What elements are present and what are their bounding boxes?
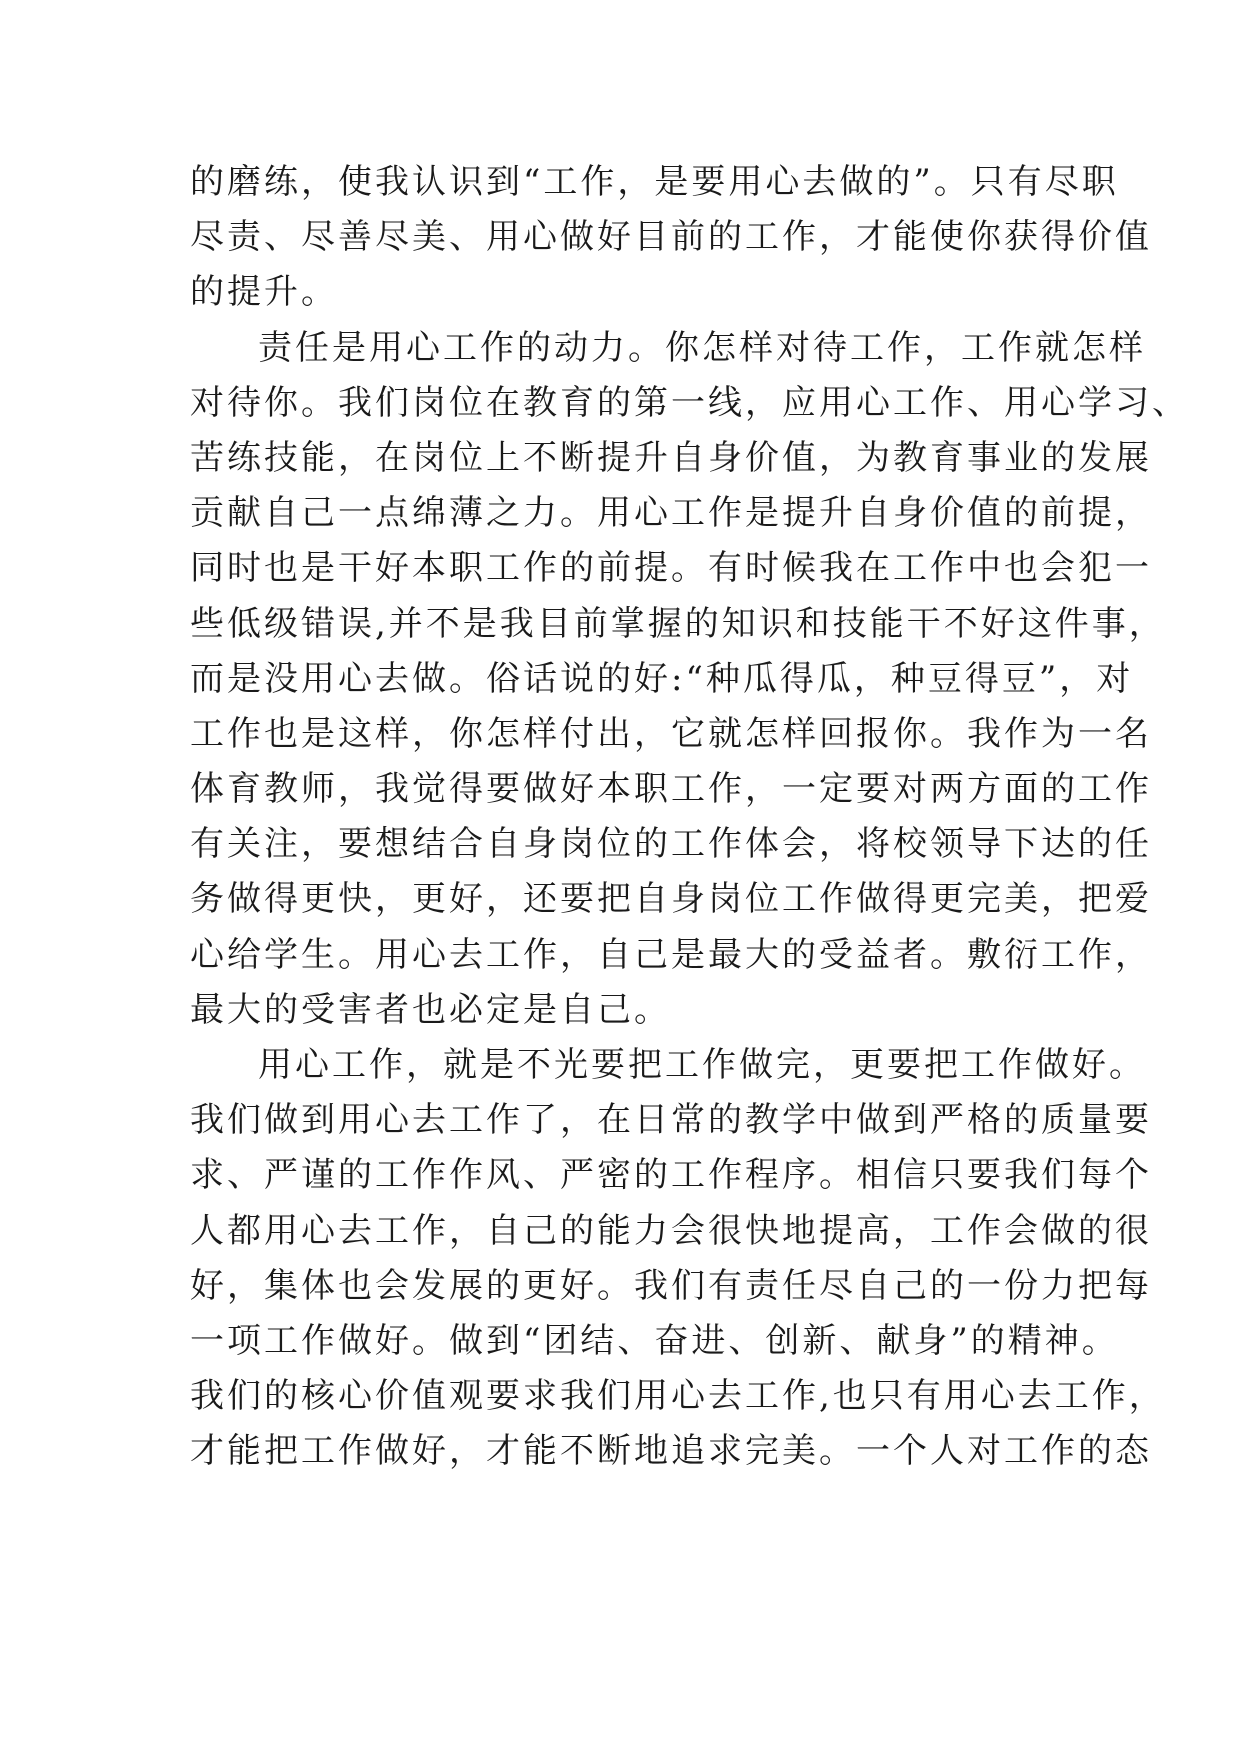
text-line: 一项工作做好。做到“团结、奋进、创新、献身”的精神。 [190,1320,1119,1361]
text-line: 贡献自己一点绵薄之力。用心工作是提升自身价值的前提， [190,493,1152,534]
text-line: 务做得更快，更好，还要把自身岗位工作做得更完美，把爱 [190,879,1152,920]
text-line: 的提升。 [190,272,338,313]
text-line: 对待你。我们岗位在教育的第一线，应用心工作、用心学习、 [190,382,1189,423]
text-line: 尽责、尽善尽美、用心做好目前的工作，才能使你获得价值 [190,217,1152,258]
text-line: 有关注，要想结合自身岗位的工作体会，将校领导下达的任 [190,824,1152,865]
text-line: 而是没用心去做。俗话说的好:“种瓜得瓜，种豆得豆”，对 [190,658,1134,699]
text-line: 些低级错误,并不是我目前掌握的知识和技能干不好这件事， [190,603,1166,644]
text-line: 同时也是干好本职工作的前提。有时候我在工作中也会犯一 [190,548,1152,589]
text-line: 的磨练，使我认识到“工作，是要用心去做的”。只有尽职 [190,162,1119,202]
text-line: 工作也是这样，你怎样付出，它就怎样回报你。我作为一名 [190,713,1152,754]
text-line: 我们的核心价值观要求我们用心去工作,也只有用心去工作， [190,1376,1166,1417]
text-line: 苦练技能，在岗位上不断提升自身价值，为教育事业的发展 [190,437,1152,478]
paragraph-first-line: 用心工作，就是不光要把工作做完，更要把工作做好。 [258,1045,1146,1085]
text-line: 最大的受害者也必定是自己。 [190,989,671,1030]
text-line: 心给学生。用心去工作，自己是最大的受益者。敷衍工作， [190,934,1152,975]
text-line: 体育教师，我觉得要做好本职工作，一定要对两方面的工作 [190,769,1152,810]
text-line: 才能把工作做好，才能不断地追求完美。一个人对工作的态 [190,1431,1152,1472]
text-line: 人都用心去工作，自己的能力会很快地提高，工作会做的很 [190,1210,1152,1251]
paragraph-first-line: 责任是用心工作的动力。你怎样对待工作，工作就怎样 [258,327,1146,368]
body-text [190,155,1189,1480]
text-line: 求、严谨的工作作风、严密的工作程序。相信只要我们每个 [190,1155,1152,1196]
text-line: 我们做到用心去工作了，在日常的教学中做到严格的质量要 [190,1100,1152,1141]
text-line: 好，集体也会发展的更好。我们有责任尽自己的一份力把每 [190,1265,1152,1306]
